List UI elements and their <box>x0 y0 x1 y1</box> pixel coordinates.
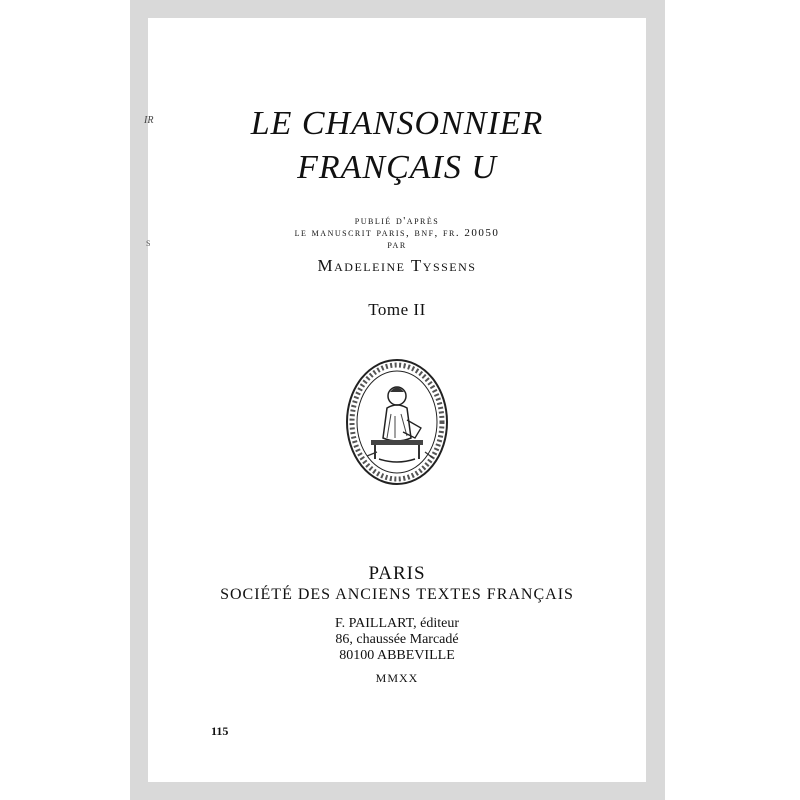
margin-fragment: IR <box>144 115 154 126</box>
published-line-3: par <box>387 239 407 251</box>
publisher-city: PARIS <box>368 563 426 584</box>
society-seal-emblem <box>341 356 453 492</box>
address-line-2: 80100 ABBEVILLE <box>339 648 455 663</box>
title-line-2: FRANÇAIS U <box>297 149 497 186</box>
margin-fragment: S <box>146 239 151 248</box>
volume-label: Tome II <box>368 300 426 319</box>
publication-year: MMXX <box>375 671 419 685</box>
editor-line: F. PAILLART, éditeur <box>334 616 460 631</box>
published-line-2: le manuscrit paris, bnf, fr. 20050 <box>294 227 500 239</box>
page-number: 115 <box>211 724 229 738</box>
publisher-society: SOCIÉTÉ DES ANCIENS TEXTES FRANÇAIS <box>220 586 574 603</box>
address-line-1: 86, chaussée Marcadé <box>335 632 459 647</box>
author-name: Madeleine Tyssens <box>317 256 477 275</box>
title-page <box>144 18 646 782</box>
published-line-1: publié d'après <box>354 215 440 227</box>
title-line-1: LE CHANSONNIER <box>250 105 544 142</box>
